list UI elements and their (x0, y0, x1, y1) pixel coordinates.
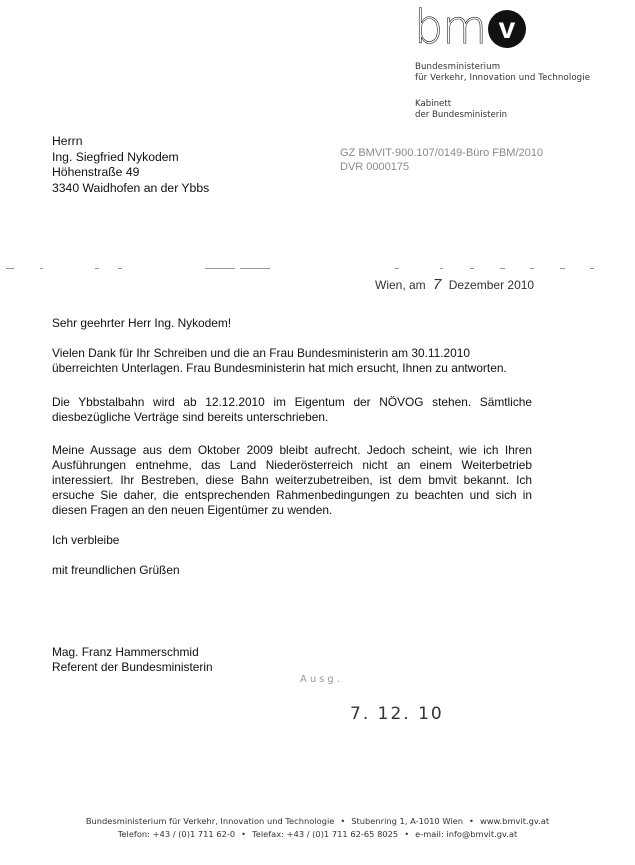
date-day-handwritten: 7 (433, 276, 442, 293)
bullet-icon: • (241, 829, 247, 839)
address-line: Herrn (52, 134, 83, 148)
signature-block (52, 645, 532, 675)
footer-email: e-mail: info@bmvit.gv.at (415, 829, 518, 839)
cabinet-line: der Bundesministerin (415, 110, 508, 120)
footer-line-2 (0, 828, 635, 841)
signature-title: Referent der Bundesministerin (52, 660, 213, 674)
date-prefix: Wien, am (375, 278, 426, 292)
letter-date (375, 276, 534, 293)
ministry-name (415, 62, 590, 84)
reference-dvr: DVR 0000175 (340, 161, 410, 173)
cabinet-line: Kabinett (415, 99, 452, 109)
paragraph: Meine Aussage aus dem Oktober 2009 bleibt aufrecht. Jedoch scheint, wie ich Ihren Ausführungen entnehme, das Land Niederösterreich nicht an einem Weiterbetrieb interessiert. Ihr Bestreben, diese Bahn weiterzubetreiben, ist dem bmvit bekannt. Ich ersuche Sie daher, die entsprechenden Rahmenbedingungen zu beachten und sich in diesen Fragen an den neuen Eigentümer zu wenden. (52, 443, 532, 517)
footer-line-1 (0, 815, 635, 828)
bullet-icon: • (340, 816, 346, 826)
scan-marks (0, 268, 635, 276)
paragraph: Die Ybbstalbahn wird ab 12.12.2010 im Eigentum der NÖVOG stehen. Sämtliche diesbezügliche Verträge sind bereits unterschrieben. (52, 395, 532, 424)
ministry-line: für Verkehr, Innovation und Technologie (415, 73, 591, 83)
cabinet-name (415, 99, 507, 121)
address-line: Höhenstraße 49 (52, 165, 140, 179)
closing-line: Ich verbleibe (52, 533, 120, 547)
ministry-line: Bundesministerium (415, 62, 501, 72)
closing-greeting: mit freundlichen Grüßen (52, 563, 180, 577)
salutation: Sehr geehrter Herr Ing. Nykodem! (52, 316, 232, 330)
address-line: Ing. Siegfried Nykodem (52, 149, 179, 164)
logo-text: bm (414, 0, 487, 54)
footer-website: www.bmvit.gv.at (479, 816, 550, 826)
bmvit-logo (414, 2, 526, 52)
paragraph: Vielen Dank für Ihr Schreiben und die an Frau Bundesministerin am 30.11.2010 überreichten Unterlagen. Frau Bundesministerin hat mich ersucht, Ihnen zu antworten. (52, 346, 507, 375)
reference-gz: GZ BMVIT-900.107/0149-Büro FBM/2010 (340, 147, 543, 159)
signature-name: Mag. Franz Hammerschmid (52, 645, 199, 659)
footer-address: Stubenring 1, A-1010 Wien (351, 816, 464, 826)
bullet-icon: • (469, 816, 474, 826)
bullet-icon: • (404, 829, 410, 839)
dispatch-stamp (300, 674, 444, 724)
footer-fax: Telefax: +43 / (0)1 711 62-65 8025 (252, 829, 399, 839)
logo-circle-icon: v (488, 10, 526, 48)
recipient-address (52, 134, 209, 196)
footer-ministry: Bundesministerium für Verkehr, Innovation und Technologie (85, 816, 335, 826)
address-line: 3340 Waidhofen an der Ybbs (52, 180, 210, 195)
date-suffix: Dezember 2010 (448, 278, 535, 292)
stamp-date: 7. 12. 10 (350, 704, 444, 724)
stamp-faint-text: Ausg. (300, 674, 343, 685)
footer (0, 815, 635, 841)
footer-phone: Telefon: +43 / (0)1 711 62-0 (117, 829, 236, 839)
reference-block (340, 146, 543, 174)
